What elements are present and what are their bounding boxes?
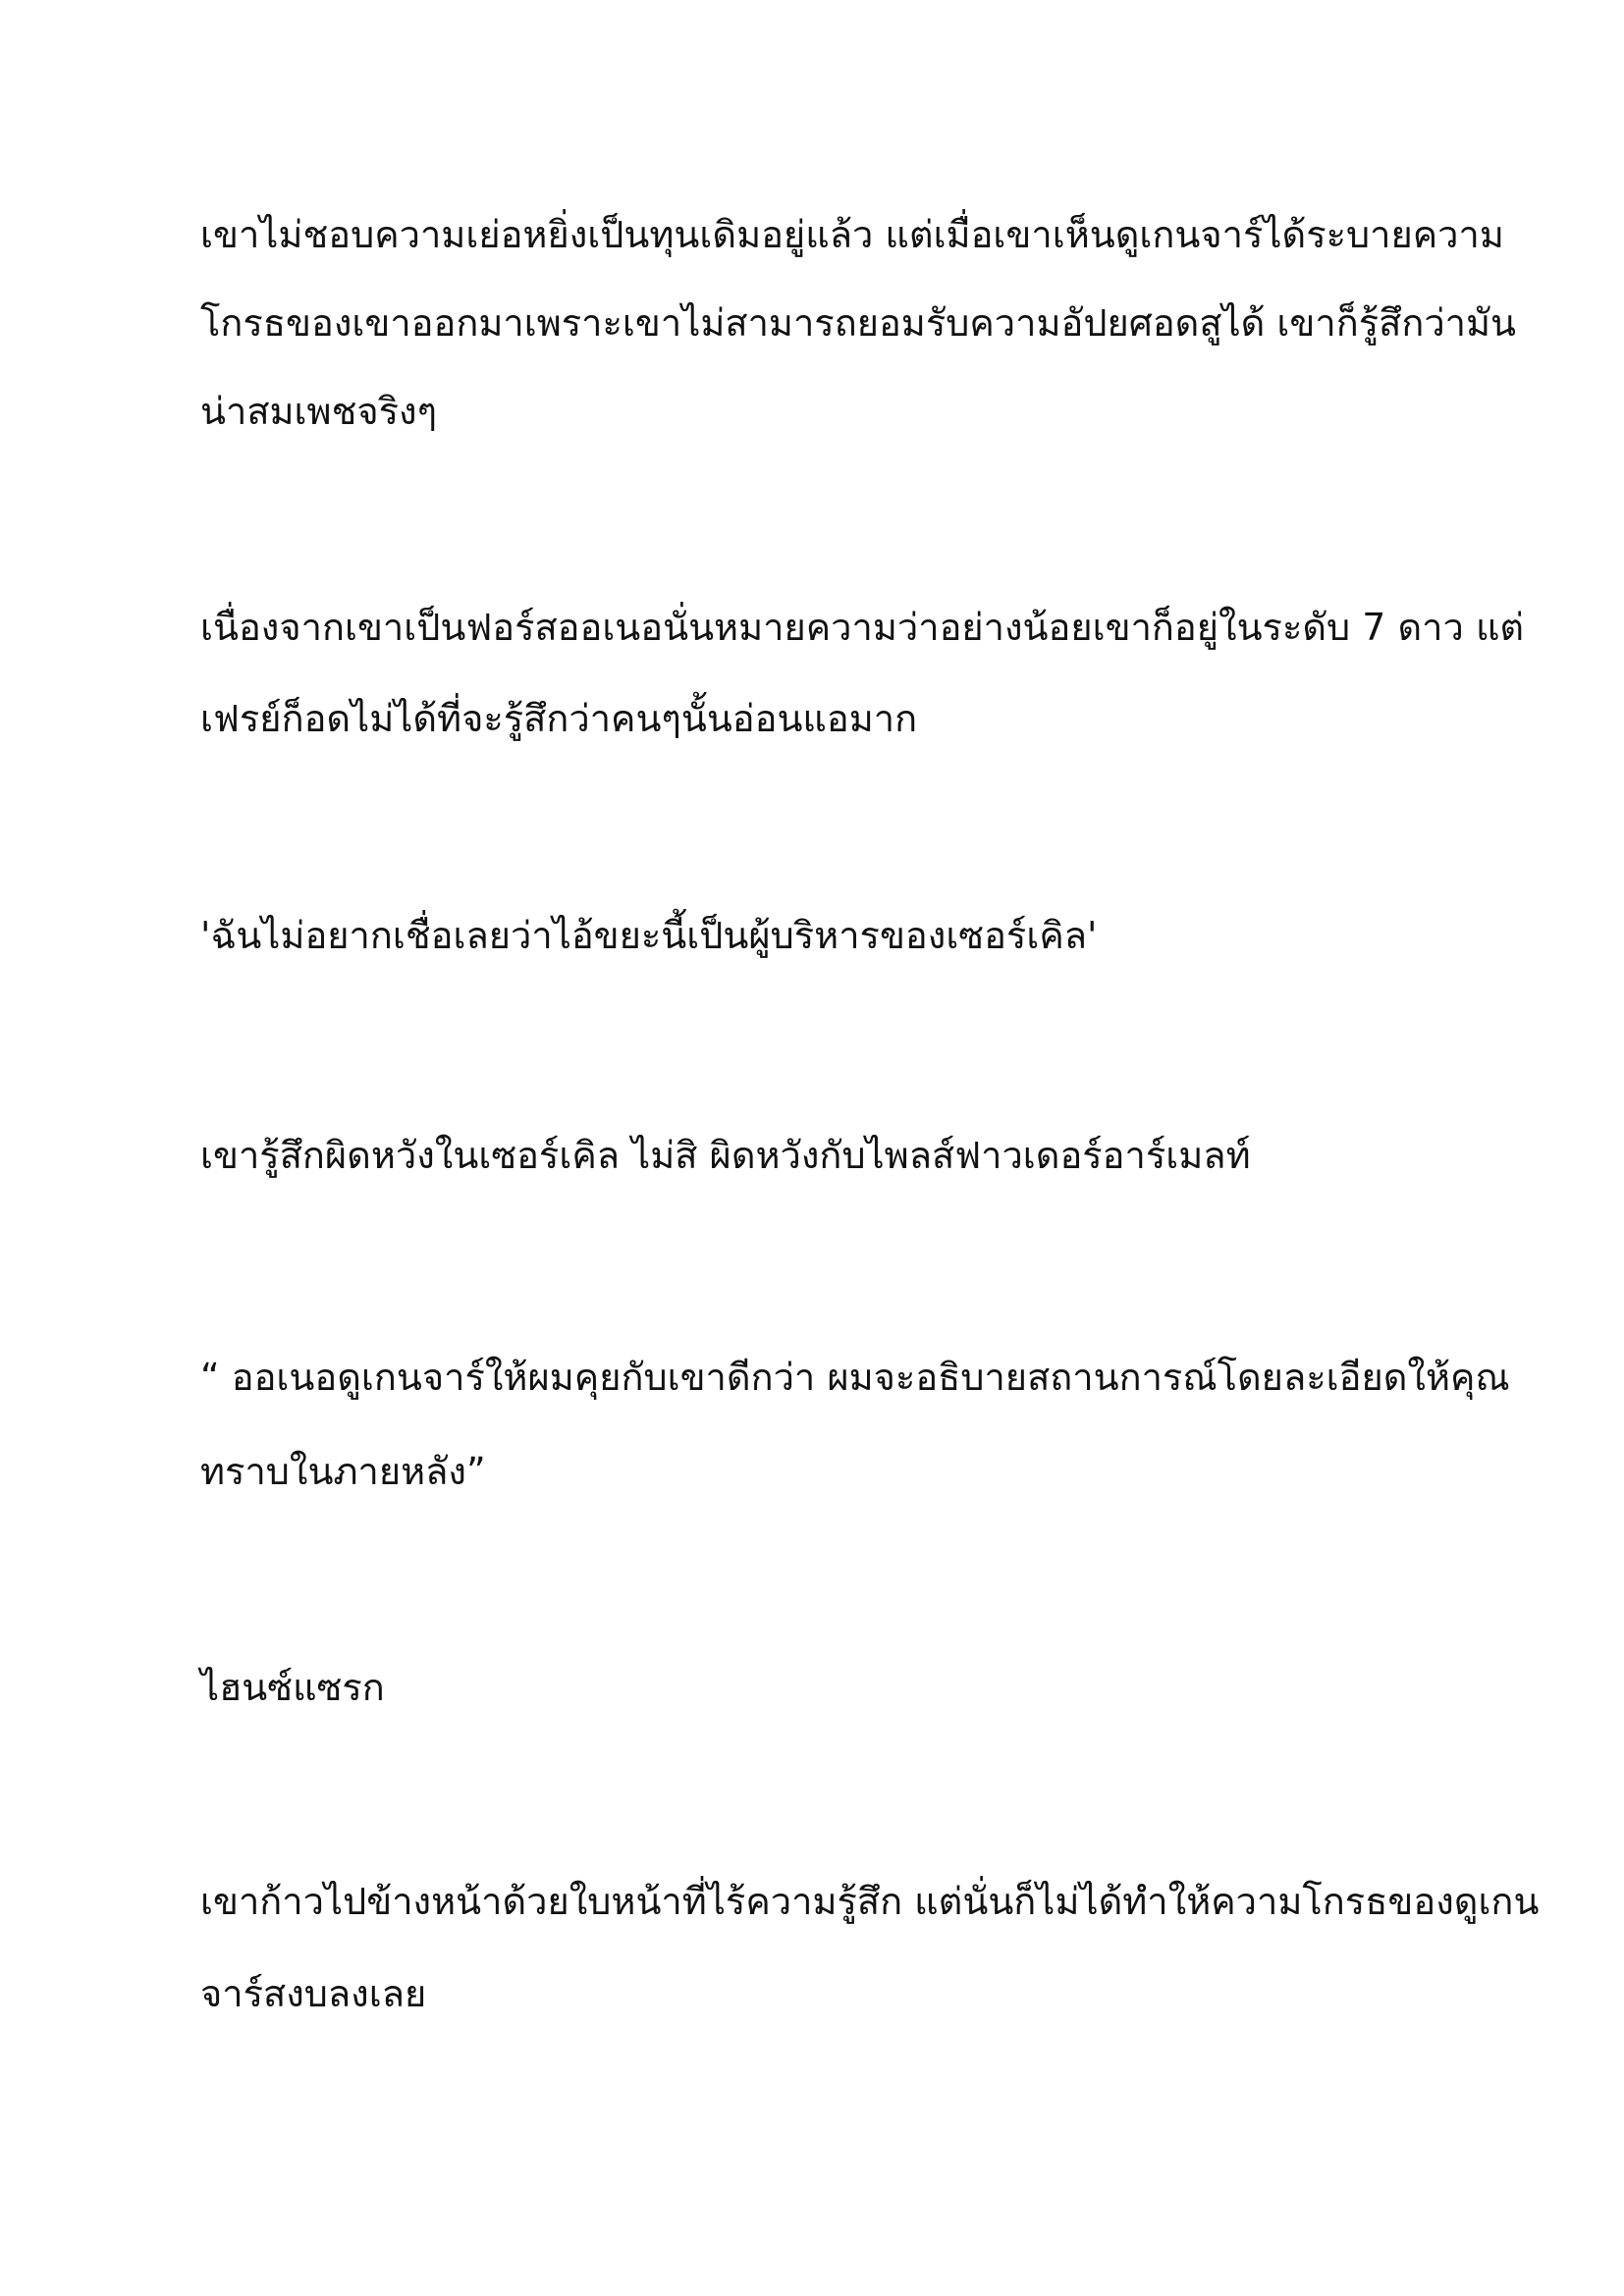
- paragraph-5-line-1: “ ออเนอดูเกนจาร์ให้ผมคุยกับเขาดีกว่า ผมจะอธิบายสถานการณ์โดยละเอียดให้คุณ: [200, 1356, 1510, 1399]
- paragraph-2-line-1: เนื่องจากเขาเป็นฟอร์สออเนอนั่นหมายความว่าอย่างน้อยเขาก็อยู่ในระดับ 7 ดาว แต่: [200, 606, 1525, 649]
- paragraph-2-line-2: เฟรย์ก็อดไม่ได้ที่จะรู้สึกว่าคนๆนั้นอ่อนแอมาก: [200, 697, 918, 740]
- paragraph-4-line-1: เขารู้สึกผิดหวังในเซอร์เคิล ไม่สิ ผิดหวังกับไพลส์ฟาวเดอร์อาร์เมลท์: [200, 1134, 1251, 1177]
- paragraph-1-line-2: โกรธของเขาออกมาเพราะเขาไม่สามารถยอมรับความอัปยศอดสูได้ เขาก็รู้สึกว่ามัน: [200, 301, 1517, 345]
- paragraph-5-line-2: ทราบในภายหลัง”: [200, 1450, 486, 1493]
- paragraph-1-line-1: เขาไม่ชอบความเย่อหยิ่งเป็นทุนเดิมอยู่แล้ว แต่เมื่อเขาเห็นดูเกนจาร์ได้ระบายความ: [200, 213, 1504, 256]
- paragraph-7-line-2: จาร์สงบลงเลย: [200, 1972, 427, 2015]
- paragraph-7-line-1: เขาก้าวไปข้างหน้าด้วยใบหน้าที่ไร้ความรู้สึก แต่นั่นก็ไม่ได้ทำให้ความโกรธของดูเกน: [200, 1880, 1540, 1923]
- paragraph-6-line-1: ไฮนซ์แซรก: [200, 1666, 385, 1709]
- paragraph-3-line-1: 'ฉันไม่อยากเชื่อเลยว่าไอ้ขยะนี้เป็นผู้บริหารของเซอร์เคิล': [200, 914, 1098, 957]
- paragraph-1-line-3: น่าสมเพชจริงๆ: [200, 390, 438, 433]
